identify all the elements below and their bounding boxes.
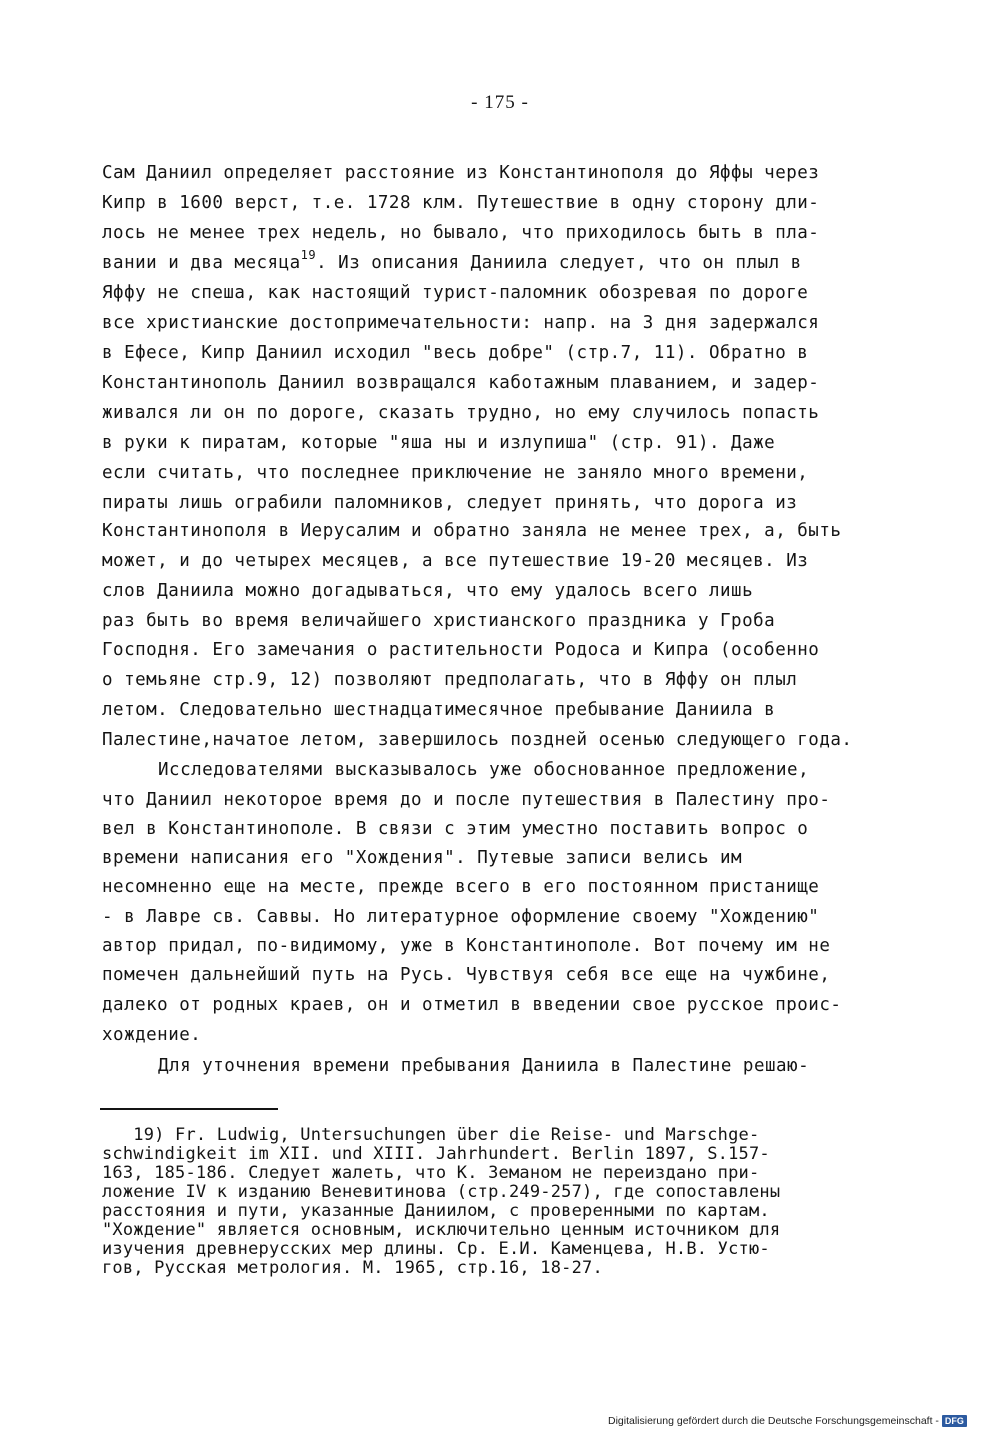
body-line: - в Лавре св. Саввы. Но литературное оформление своему "Хождению"	[102, 907, 820, 927]
body-line: если считать, что последнее приключение не заняло много времени,	[102, 463, 809, 483]
body-line: живался ли он по дороге, сказать трудно, но ему случилось попасть	[102, 403, 820, 423]
body-line-with-footnote	[102, 248, 882, 278]
footnote-separator	[100, 1108, 278, 1110]
body-line: в руки к пиратам, которые "яша ны и излупиша" (стр. 91). Даже	[102, 433, 776, 453]
footnote-line: гов, Русская метрология. М. 1965, стр.16, 18-27.	[102, 1258, 603, 1278]
body-line: хождение.	[102, 1025, 202, 1045]
body-line: времени написания его "Хождения". Путевые записи велись им	[102, 848, 743, 868]
body-line: слов Даниила можно догадываться, что ему удалось всего лишь	[102, 581, 754, 601]
body-line: Кипр в 1600 верст, т.е. 1728 клм. Путешествие в одну сторону дли-	[102, 193, 820, 213]
body-line: Палестине,начатое летом, завершилось поздней осенью следующего года.	[102, 730, 853, 750]
body-line-text: . Из описания Даниила следует, что он плыл в	[316, 253, 802, 273]
body-line: автор придал, по-видимому, уже в Константинополе. Вот почему им не	[102, 936, 831, 956]
body-line: пираты лишь ограбили паломников, следует принять, что дорога из	[102, 493, 798, 513]
body-line: вел в Константинополе. В связи с этим уместно поставить вопрос о	[102, 819, 809, 839]
footnote-line: "Хождение" является основным, исключительно ценным источником для	[102, 1220, 781, 1240]
body-line: помечен дальнейший путь на Русь. Чувствуя себя все еще на чужбине,	[102, 965, 831, 985]
body-line: лось не менее трех недель, но бывало, что приходилось быть в пла-	[102, 223, 820, 243]
body-line-indented: Исследователями высказывалось уже обоснованное предложение,	[158, 760, 810, 780]
body-line: раз быть во время величайшего христианского праздника у Гроба	[102, 611, 776, 631]
dfg-logo: DFG	[942, 1415, 967, 1427]
digitization-credit	[608, 1414, 967, 1428]
footnote-line: 19) Fr. Ludwig, Untersuchungen über die Reise- und Marschge-	[102, 1125, 760, 1145]
body-line: все христианские достопримечательности: напр. на 3 дня задержался	[102, 313, 820, 333]
body-line: Сам Даниил определяет расстояние из Константинополя до Яффы через	[102, 163, 820, 183]
footnote-line: 163, 185-186. Следует жалеть, что К. Земаном не переиздано при-	[102, 1163, 760, 1183]
body-line: Господня. Его замечания о растительности Родоса и Кипра (особенно	[102, 640, 820, 660]
body-line-text: вании и два месяца	[102, 253, 301, 273]
body-line: Константинополь Даниил возвращался каботажным плаванием, и задер-	[102, 373, 820, 393]
body-line: Яффу не спеша, как настоящий турист-паломник обозревая по дороге	[102, 283, 809, 303]
body-line: в Ефесе, Кипр Даниил исходил "весь добре" (стр.7, 11). Обратно в	[102, 343, 809, 363]
credit-text: Digitalisierung gefördert durch die Deutsche Forschungsgemeinschaft -	[608, 1415, 939, 1427]
body-line: что Даниил некоторое время до и после путешествия в Палестину про-	[102, 790, 831, 810]
body-line-indented: Для уточнения времени пребывания Даниила в Палестине решаю-	[158, 1056, 810, 1076]
footnote-line: ложение IV к изданию Веневитинова (стр.249-257), где сопоставлены	[102, 1182, 781, 1202]
body-line: летом. Следовательно шестнадцатимесячное пребывание Даниила в	[102, 700, 776, 720]
body-line: Константинополя в Иерусалим и обратно заняла не менее трех, а, быть	[102, 521, 842, 541]
body-line: несомненно еще на месте, прежде всего в его постоянном пристанище	[102, 877, 820, 897]
body-line: далеко от родных краев, он и отметил в введении свое русское проис-	[102, 995, 842, 1015]
footnote-line: schwindigkeit im XII. und XIII. Jahrhundert. Berlin 1897, S.157-	[102, 1144, 770, 1164]
body-line: может, и до четырех месяцев, а все путешествие 19-20 месяцев. Из	[102, 551, 809, 571]
footnote-line: изучения древнерусских мер длины. Ср. Е.И. Каменцева, Н.В. Устю-	[102, 1239, 770, 1259]
body-line: о темьяне стр.9, 12) позволяют предполагать, что в Яффу он плыл	[102, 670, 798, 690]
page-number: - 175 -	[471, 92, 529, 113]
footnote-line: расстояния и пути, указанные Даниилом, с проверенными по картам.	[102, 1201, 770, 1221]
footnote-reference: 19	[300, 248, 317, 262]
